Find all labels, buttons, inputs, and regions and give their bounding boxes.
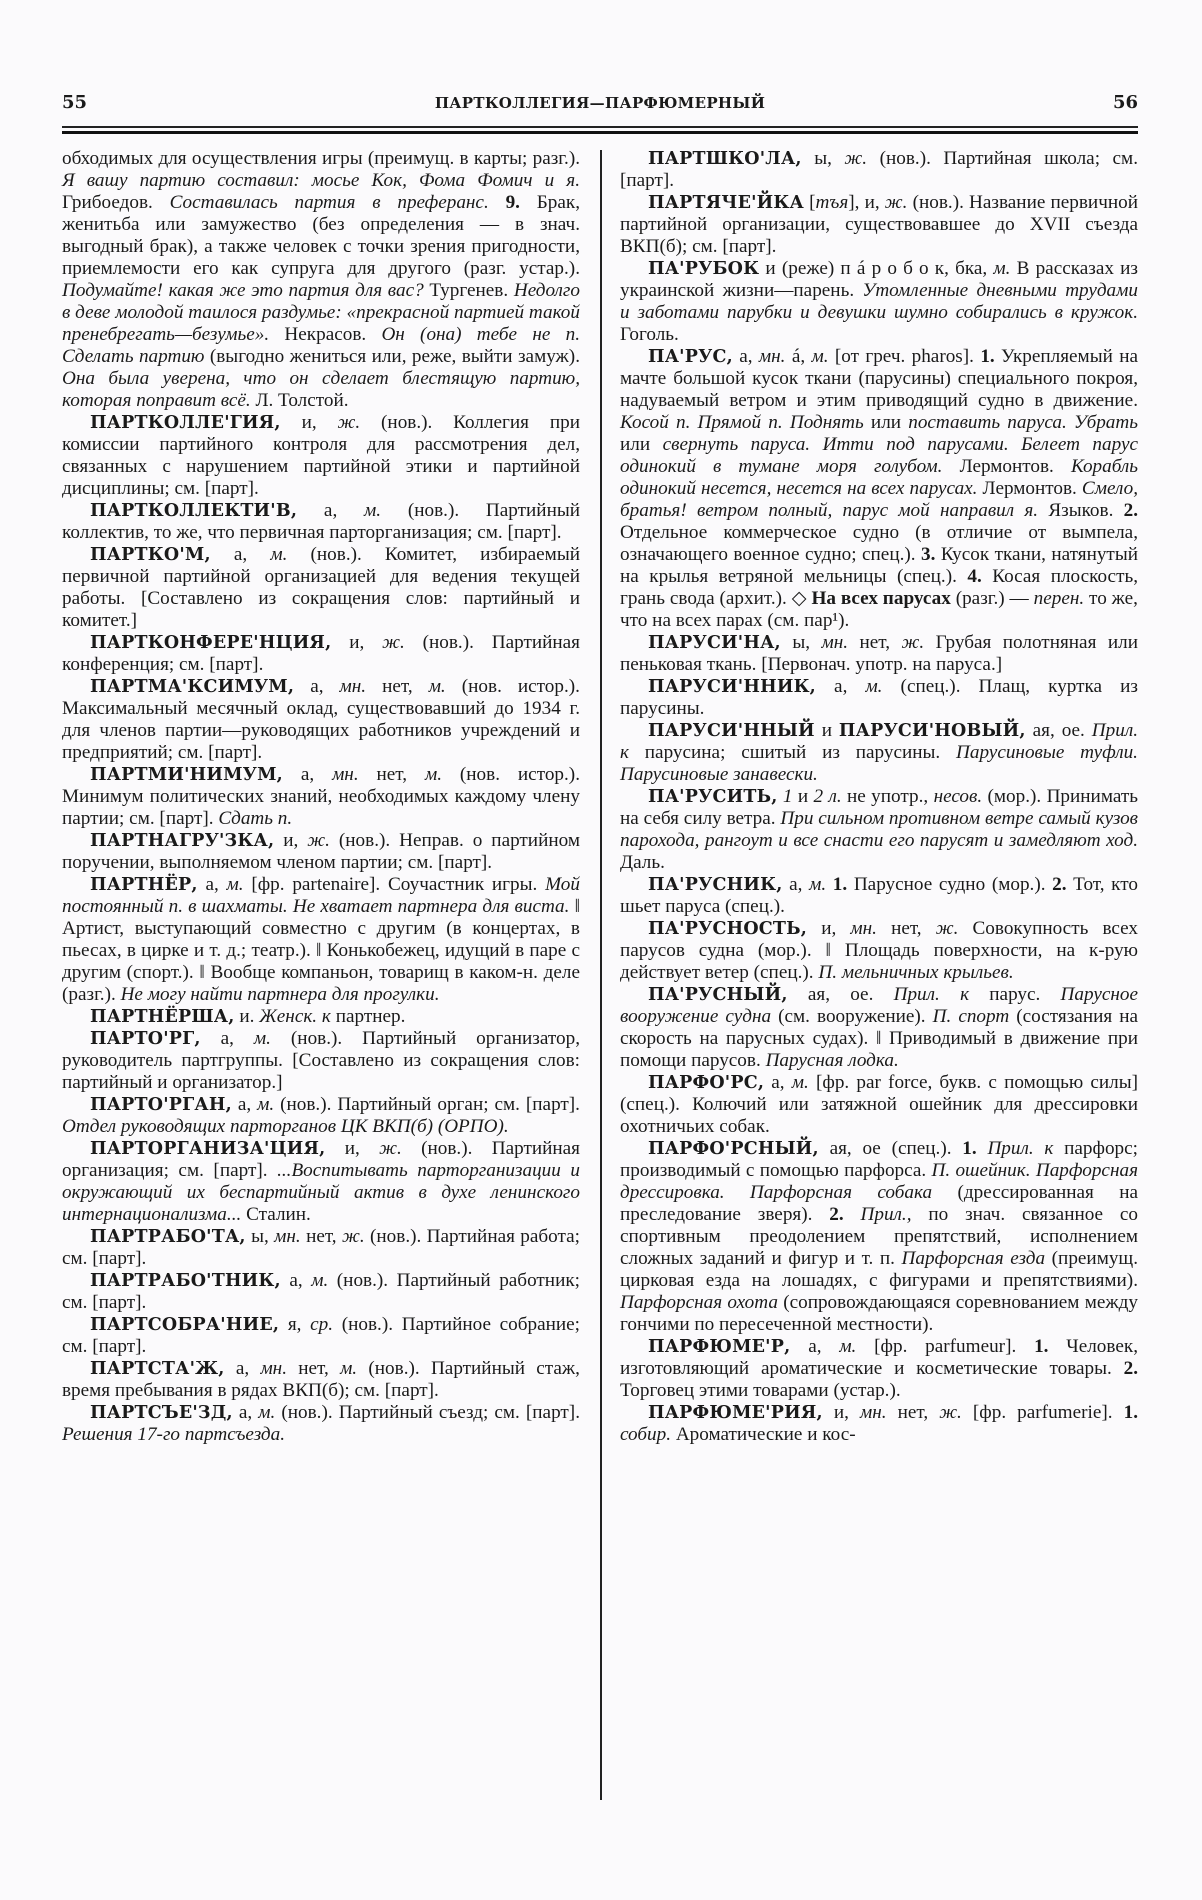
- entry-text: а,: [764, 1072, 792, 1093]
- entry-text: по знач. связанное со спортивным преодолением препятствий, исполнением сложных заданий и фигур и т. п.: [620, 1204, 1139, 1269]
- entry-bold-text: 2.: [1052, 874, 1067, 895]
- dictionary-entry: [620, 874, 1138, 918]
- entry-text: Гоголь.: [620, 324, 679, 345]
- entry-text: (нов.). Партийная организация; см. [парт].: [62, 1138, 580, 1181]
- entry-text: парус.: [969, 984, 1061, 1005]
- entry-italic-text: ж.: [884, 192, 908, 213]
- entry-text: Некрасов.: [269, 324, 382, 345]
- dictionary-entry: [62, 148, 580, 412]
- entry-text: (нов.). Комитет, избираемый первичной партийной организацией для ведения текущей работы. [Составлено из сокращения слов: партийный и комитет.]: [62, 544, 580, 631]
- entry-headword: ПАРФО'РСНЫЙ,: [648, 1139, 819, 1159]
- dictionary-entry: [62, 1270, 580, 1314]
- entry-italic-text: м.: [811, 346, 829, 367]
- entry-text: [фр. partenaire]. Соучастник игры.: [243, 874, 546, 895]
- entry-italic-text: Подумайте! какая же это партия для вас?: [62, 280, 424, 301]
- entry-text: (спец.). Плащ, куртка из парусины.: [620, 676, 1138, 719]
- entry-text: [489, 192, 506, 213]
- entry-headword: ПАРТРАБО'ТА,: [90, 1227, 246, 1247]
- entry-text: (сопровождающаяся соревнованием между гончими по пересеченной местности).: [620, 1292, 1138, 1335]
- entry-text: и: [792, 786, 814, 807]
- entry-italic-text: мн.: [274, 1226, 301, 1247]
- entry-text: нет,: [287, 1358, 341, 1379]
- entry-text: и (реже) п á р о б о к, бка,: [759, 258, 994, 279]
- entry-text: ], и,: [848, 192, 885, 213]
- entry-text: [844, 1204, 861, 1225]
- entry-italic-text: Корабль одинокий несется, несется на всех парусах.: [620, 456, 1138, 499]
- entry-italic-text: Смело, братья! ветром полный, парус мой направил я.: [620, 478, 1138, 521]
- entry-italic-text: мн.: [339, 676, 367, 697]
- entry-text: и,: [280, 412, 338, 433]
- entry-italic-text: мн.: [859, 1402, 887, 1423]
- entry-italic-text: Парусиновые туфли. Парусиновые занавески.: [620, 742, 1138, 785]
- entry-text: [: [803, 192, 816, 213]
- entry-text: и,: [331, 632, 383, 653]
- running-head: ПАРТКОЛЛЕГИЯ—ПАРФЮМЕРНЫЙ: [434, 94, 766, 112]
- entry-headword: ПАРТОРГАНИЗА'ЦИЯ,: [90, 1139, 326, 1159]
- entry-italic-text: м.: [428, 676, 446, 697]
- entry-text: (нов.). Партийный организатор, руководитель партгруппы. [Составлено из сокращения слов: партийный и организатор.]: [62, 1028, 580, 1093]
- entry-text: [826, 874, 833, 895]
- entry-text: и,: [807, 918, 851, 939]
- entry-italic-text: ...Воспитывать парторганизации и окружающий их беспартийный актив в духе ленинского интернационализма...: [62, 1160, 580, 1225]
- entry-text: (нов.). Партийный орган; см. [парт].: [274, 1094, 580, 1115]
- entry-text: нет,: [848, 632, 902, 653]
- entry-text: (нов.). Партийный стаж, время пребывания в рядах ВКП(б); см. [парт].: [62, 1358, 580, 1401]
- entry-text: Даль.: [620, 852, 665, 873]
- dictionary-entry: [620, 258, 1138, 346]
- entry-italic-text: ж.: [307, 830, 330, 851]
- entry-italic-text: Отдел руководящих парторганов ЦК ВКП(б) (ОРПО).: [62, 1116, 509, 1137]
- entry-text: [940, 984, 960, 1005]
- entry-text: ы,: [780, 632, 822, 653]
- dictionary-entry: [62, 1094, 580, 1138]
- entry-text: нет,: [886, 1402, 940, 1423]
- dictionary-entry: [620, 148, 1138, 192]
- entry-text: я,: [279, 1314, 311, 1335]
- entry-italic-text: к: [321, 1006, 331, 1027]
- entry-headword: ПАРТКОНФЕРЕ'НЦИЯ,: [90, 633, 332, 653]
- entry-text: а,: [210, 544, 271, 565]
- entry-italic-text: Сдать п.: [218, 808, 293, 829]
- entry-italic-text: Я вашу партию составил: мосье Кок, Фома Фомич и я.: [62, 170, 580, 191]
- entry-text: или: [863, 412, 909, 433]
- entry-italic-text: свернуть паруса. Итти под парусами. Белеет парус одинокий в тумане моря голубом.: [620, 434, 1138, 477]
- header-rule-thick: [62, 131, 1138, 134]
- entry-text: (нов.). Партийная школа; см. [парт].: [620, 148, 1138, 191]
- entry-text: Лермонтов.: [942, 456, 1071, 477]
- entry-text: Тургенев.: [423, 280, 514, 301]
- entry-italic-text: 1: [782, 786, 793, 807]
- dictionary-entry: [620, 676, 1138, 720]
- entry-text: обходимых для осуществления игры (преимущ. в карты; разг.).: [62, 148, 580, 169]
- entry-italic-text: м.: [257, 1094, 275, 1115]
- dictionary-entry: [620, 1138, 1138, 1336]
- entry-text: и.: [234, 1006, 260, 1027]
- entry-italic-text: П. спорт: [932, 1006, 1010, 1027]
- entry-italic-text: Прил. к: [987, 1138, 1054, 1159]
- dictionary-entry: [62, 632, 580, 676]
- entry-text: (состязания на скорость на парусных судах). ‖ Приводимый в движение при помощи парусов.: [620, 1006, 1139, 1071]
- entry-italic-text: м.: [791, 1072, 809, 1093]
- entry-text: а,: [732, 346, 759, 367]
- entry-text: а,: [232, 1402, 259, 1423]
- dictionary-entry: [62, 874, 580, 1006]
- entry-italic-text: При сильном противном ветре самый кузов парохода, рангоут и все снасти его парусят и замедляют ход.: [620, 808, 1138, 851]
- entry-italic-text: Прил.: [1091, 720, 1138, 741]
- entry-text: á,: [785, 346, 812, 367]
- left-column: [62, 148, 580, 1446]
- entry-headword: ПАРТНАГРУ'ЗКА,: [90, 831, 275, 851]
- entry-bold-text: 4.: [967, 566, 982, 587]
- entry-headword: ПАРТНЁРША,: [90, 1007, 235, 1027]
- dictionary-entry: [62, 1314, 580, 1358]
- entry-bold-text: 1.: [1123, 1402, 1138, 1423]
- entry-italic-text: Не могу найти партнера для прогулки.: [120, 984, 440, 1005]
- entry-italic-text: Парусное вооружение судна: [620, 984, 1138, 1027]
- entry-text: или: [620, 434, 663, 455]
- entry-headword: ПАРТМИ'НИМУМ,: [90, 765, 283, 785]
- entry-text: Языков.: [1038, 500, 1124, 521]
- entry-headword: ПАРТНЁР,: [90, 875, 198, 895]
- entry-headword: ПА'РУСНИК,: [648, 875, 783, 895]
- entry-italic-text: 2 л.: [813, 786, 842, 807]
- entry-text: Кусок ткани, натянутый на крылья ветряной мельницы (спец.).: [620, 544, 1138, 587]
- entry-italic-text: собир.: [620, 1424, 672, 1445]
- entry-bold-text: 1.: [962, 1138, 977, 1159]
- page-header: [62, 88, 1138, 118]
- entry-bold-text: На всех парусах: [811, 588, 951, 609]
- entry-text: партнер.: [330, 1006, 406, 1027]
- entry-text: нет,: [876, 918, 936, 939]
- entry-text: Грубая полотняная или пеньковая ткань. [Первонач. употр. на паруса.]: [620, 632, 1138, 675]
- entry-text: Отдельное коммерческое судно (в отличие от вымпела, означающего военное судно; спец.).: [620, 522, 1138, 565]
- entry-text: (выгодно жениться или, реже, выйти замуж).: [204, 346, 580, 367]
- entry-text: (дрессированная на преследование зверя).: [620, 1182, 1138, 1225]
- entry-headword: ПА'РУС,: [648, 347, 733, 367]
- entry-italic-text: к: [960, 984, 970, 1005]
- entry-italic-text: перен.: [1033, 588, 1085, 609]
- dictionary-entry: [620, 720, 1138, 786]
- entry-text: (преимущ. цирковая езда на лошадях, с фигурами и препятствиями).: [620, 1248, 1138, 1291]
- entry-italic-text: м.: [311, 1270, 329, 1291]
- entry-headword: ПА'РУБОК: [648, 259, 760, 279]
- entry-italic-text: несов.: [933, 786, 983, 807]
- entry-text: (нов.). Партийная конференция; см. [парт].: [62, 632, 580, 675]
- entry-headword: ПАРТКОЛЛЕ'ГИЯ,: [90, 413, 281, 433]
- entry-italic-text: ж.: [935, 918, 959, 939]
- entry-text: а,: [200, 1028, 254, 1049]
- dictionary-entry: [62, 1138, 580, 1226]
- entry-bold-text: 1.: [832, 874, 848, 895]
- entry-italic-text: м.: [809, 874, 827, 895]
- header-rule-thin: [62, 126, 1138, 128]
- entry-text: и: [814, 720, 839, 741]
- entry-italic-text: ж.: [379, 1138, 402, 1159]
- entry-text: (нов.). Партийный работник; см. [парт].: [62, 1270, 580, 1313]
- entry-text: (разг.) —: [950, 588, 1034, 609]
- entry-text: и,: [325, 1138, 380, 1159]
- dictionary-entry: [62, 676, 580, 764]
- entry-bold-text: 2.: [829, 1204, 844, 1225]
- dictionary-entry: [620, 786, 1138, 874]
- entry-text: (нов. истор.). Минимум политических знаний, необходимых каждому члену партии; см. [парт].: [62, 764, 580, 829]
- entry-bold-text: 3.: [921, 544, 936, 565]
- entry-text: Брак, женитьба или замужество (без определения — в знач. выгодный брак), а также человек с точки зрения пригодности, приемлемости его как супруга для другого (разг. устар.).: [62, 192, 581, 279]
- entry-italic-text: Косой п. Прямой п. Поднять: [620, 412, 864, 433]
- entry-italic-text: Он (она) тебе не п. Сделать партию: [62, 324, 580, 367]
- entry-italic-text: к: [620, 742, 629, 763]
- entry-text: (нов.). Название первичной партийной организации, существовавшее до XVII съезда ВКП(б); см. [парт].: [620, 192, 1138, 257]
- entry-text: ‖ Артист, выступающий совместно с другим (в концертах, в пьесах, в цирке и т. д.; театр.). ‖ Конькобежец, идущий в паре с другим (спорт.). ‖ Вообще компаньон, товарищ в каком-н. деле (разг.).: [62, 896, 580, 1005]
- dictionary-entry: [620, 632, 1138, 676]
- entry-italic-text: м.: [993, 258, 1011, 279]
- page-number-left: 55: [62, 92, 88, 113]
- entry-text: Тот, кто шьет паруса (спец.).: [620, 874, 1138, 917]
- entry-italic-text: Женск.: [259, 1006, 318, 1027]
- entry-headword: ПАРФЮМЕ'Р,: [648, 1337, 791, 1357]
- column-divider: [600, 150, 602, 1800]
- entry-italic-text: ж.: [341, 1226, 365, 1247]
- entry-italic-text: Парусная лодка.: [765, 1050, 899, 1071]
- entry-italic-text: м.: [839, 1336, 857, 1357]
- entry-headword: ПАРУСИ'ННЫЙ: [648, 721, 815, 741]
- entry-text: а,: [197, 874, 227, 895]
- entry-text: не употр.,: [841, 786, 934, 807]
- entry-text: Укрепляемый на мачте большой кусок ткани (парусины) специального покроя, надуваемый ветром и этим приводящий судно в движение.: [620, 346, 1138, 411]
- entry-italic-text: ж.: [337, 412, 361, 433]
- entry-italic-text: Мой постоянный п. в шахматы. Не хватает партнера для виста.: [62, 874, 580, 917]
- entry-text: ая, ое.: [1025, 720, 1092, 741]
- dictionary-entry: [62, 544, 580, 632]
- entry-text: а,: [280, 1270, 312, 1291]
- dictionary-entry: [620, 346, 1138, 632]
- entry-text: ы,: [801, 148, 845, 169]
- entry-headword: ПАРТШКО'ЛА,: [648, 149, 802, 169]
- entry-headword: ПАРУСИ'НОВЫЙ,: [838, 721, 1026, 741]
- entry-bold-text: 2.: [1123, 1358, 1138, 1379]
- entry-headword: ПАРТКОЛЛЕКТИ'В,: [90, 501, 298, 521]
- entry-headword: ПАРУСИ'ННИК,: [648, 677, 816, 697]
- right-column: [620, 148, 1138, 1446]
- entry-text: (нов.). Партийная работа; см. [парт].: [62, 1226, 580, 1269]
- dictionary-entry: [62, 830, 580, 874]
- entry-italic-text: Она была уверена, что он сделает блестящую партию, которая поправит всё.: [62, 368, 580, 411]
- entry-text: (нов. истор.). Максимальный месячный оклад, существовавший до 1934 г. для членов партии—руководящих работников учреждений и предприятий; см. [парт].: [62, 676, 580, 763]
- dictionary-entry: [62, 1402, 580, 1446]
- entry-italic-text: Составилась партия в преферанс.: [169, 192, 489, 213]
- entry-text: ая, ое.: [787, 984, 894, 1005]
- entry-text: (нов.). Партийный коллектив, то же, что первичная парторганизация; см. [парт].: [62, 500, 580, 543]
- entry-headword: ПАРТРАБО'ТНИК,: [90, 1271, 281, 1291]
- entry-text: нет,: [358, 764, 425, 785]
- dictionary-entry: [62, 1226, 580, 1270]
- entry-italic-text: м.: [258, 1402, 276, 1423]
- dictionary-entry: [620, 1072, 1138, 1138]
- entry-headword: ПАРТЯЧЕ'ЙКА: [648, 193, 804, 213]
- entry-italic-text: мн.: [850, 918, 877, 939]
- entry-text: а,: [297, 500, 365, 521]
- entry-italic-text: м.: [270, 544, 288, 565]
- entry-italic-text: м.: [364, 500, 382, 521]
- entry-text: [фр. parfumerie].: [961, 1402, 1124, 1423]
- entry-headword: ПА'РУСИТЬ,: [648, 787, 778, 807]
- page-number-right: 56: [1112, 92, 1138, 113]
- entry-text: Лермонтов.: [977, 478, 1082, 499]
- entry-text: Косая плоскость, грань свода (архит.). ◇: [620, 566, 1138, 609]
- entry-italic-text: Недолго в деве молодой таилося раздумье: «прекрасной партией такой пренебрегать—безумье».: [62, 280, 581, 345]
- entry-text: а,: [282, 764, 333, 785]
- entry-headword: ПАРТСОБРА'НИЕ,: [90, 1315, 280, 1335]
- entry-headword: ПА'РУСНЫЙ,: [648, 985, 788, 1005]
- entry-bold-text: 9.: [505, 192, 520, 213]
- entry-text: Л. Толстой.: [250, 390, 349, 411]
- entry-text: [977, 1138, 988, 1159]
- entry-italic-text: тъя: [815, 192, 849, 213]
- entry-italic-text: Парфорсная охота: [620, 1292, 778, 1313]
- entry-text: (нов.). Партийное собрание; см. [парт].: [62, 1314, 580, 1357]
- dictionary-entry: [62, 764, 580, 830]
- entry-text: (см. вооружение).: [771, 1006, 933, 1027]
- dictionary-entry: [62, 1006, 580, 1028]
- entry-bold-text: 1.: [980, 346, 995, 367]
- entry-headword: ПАРФЮМЕ'РИЯ,: [648, 1403, 823, 1423]
- dictionary-entry: [620, 984, 1138, 1072]
- entry-italic-text: поставить паруса. Убрать: [908, 412, 1138, 433]
- entry-italic-text: ср.: [310, 1314, 334, 1335]
- dictionary-entry: [62, 500, 580, 544]
- entry-text: ая, ое (спец.).: [818, 1138, 963, 1159]
- entry-headword: ПАРТСТА'Ж,: [90, 1359, 225, 1379]
- entry-text: парусина; сшитый из парусины.: [628, 742, 957, 763]
- dictionary-entry: [620, 192, 1138, 258]
- entry-italic-text: Парфорсная езда: [901, 1248, 1046, 1269]
- entry-italic-text: П. мельничных крыльев.: [818, 962, 1014, 983]
- entry-italic-text: Решения 17-го партсъезда.: [62, 1424, 286, 1445]
- dictionary-entry: [62, 1028, 580, 1094]
- entry-text: Грибоедов.: [62, 192, 170, 213]
- dictionary-entry: [620, 1402, 1138, 1446]
- dictionary-entry: [62, 1358, 580, 1402]
- entry-text: и,: [274, 830, 308, 851]
- entry-text: Совокупность всех парусов судна (мор.). ‖ Площадь поверхности, на к-рую действует ветер (спец.).: [620, 918, 1138, 983]
- entry-italic-text: Утомленные дневными трудами и заботами парубки и девушки шумно собирались в кружок.: [620, 280, 1138, 323]
- entry-italic-text: м.: [865, 676, 883, 697]
- entry-italic-text: мн.: [758, 346, 786, 367]
- entry-italic-text: ж.: [901, 632, 925, 653]
- entry-italic-text: м.: [253, 1028, 271, 1049]
- entry-italic-text: мн.: [332, 764, 359, 785]
- entry-headword: ПАРТО'РГАН,: [90, 1095, 232, 1115]
- entry-text: а,: [790, 1336, 840, 1357]
- entry-headword: ПАРУСИ'НА,: [648, 633, 781, 653]
- entry-text: нет,: [366, 676, 429, 697]
- entry-italic-text: Прил.,: [860, 1204, 912, 1225]
- entry-headword: ПАРТО'РГ,: [90, 1029, 201, 1049]
- entry-text: Сталин.: [241, 1204, 311, 1225]
- dictionary-entry: [620, 918, 1138, 984]
- entry-italic-text: Прил.: [893, 984, 940, 1005]
- entry-italic-text: м.: [340, 1358, 358, 1379]
- entry-text: (нов.). Партийный съезд; см. [парт].: [275, 1402, 580, 1423]
- entry-text: а,: [231, 1094, 258, 1115]
- entry-headword: ПАРТМА'КСИМУМ,: [90, 677, 295, 697]
- entry-text: а,: [294, 676, 340, 697]
- entry-text: Человек, изготовляющий ароматические и косметические товары.: [620, 1336, 1138, 1379]
- dictionary-entry: [620, 1336, 1138, 1402]
- entry-text: (нов.). Коллегия при комиссии партийного контроля для рассмотрения дел, связанных с нарушением партийной этики и партийной дисциплины; см. [парт].: [62, 412, 580, 499]
- entry-text: (нов.). Неправ. о партийном поручении, выполняемом членом партии; см. [парт].: [62, 830, 580, 873]
- entry-headword: ПА'РУСНОСТЬ,: [648, 919, 808, 939]
- entry-headword: ПАРТКО'М,: [90, 545, 211, 565]
- entry-italic-text: ж.: [844, 148, 868, 169]
- entry-text: Торговец этими товарами (устар.).: [620, 1380, 901, 1401]
- entry-headword: ПАРФО'РС,: [648, 1073, 765, 1093]
- entry-italic-text: ж.: [382, 632, 405, 653]
- entry-headword: ПАРТСЪЕ'ЗД,: [90, 1403, 233, 1423]
- entry-text: ы,: [245, 1226, 275, 1247]
- entry-text: [фр. par force, букв. с помощью силы] (спец.). Колючий или затяжной ошейник для дрессировки охотничьих собак.: [620, 1072, 1138, 1137]
- entry-text: а,: [782, 874, 810, 895]
- entry-text: а,: [224, 1358, 261, 1379]
- entry-text: нет,: [300, 1226, 342, 1247]
- entry-text: Парусное судно (мор.).: [847, 874, 1053, 895]
- entry-italic-text: мн.: [260, 1358, 287, 1379]
- entry-text: Ароматические и кос-: [671, 1424, 856, 1445]
- entry-italic-text: мн.: [821, 632, 849, 653]
- entry-bold-text: 2.: [1123, 500, 1138, 521]
- entry-text: В рассказах из украинской жизни—парень.: [620, 258, 1138, 301]
- entry-text: и,: [822, 1402, 860, 1423]
- entry-italic-text: м.: [226, 874, 244, 895]
- entry-italic-text: ж.: [939, 1402, 962, 1423]
- entry-italic-text: П. ошейник. Парфорсная дрессировка. Парфорсная собака: [620, 1160, 1138, 1203]
- entry-text: парфорс; производимый с помощью парфорса.: [620, 1138, 1138, 1181]
- dictionary-entry: [62, 412, 580, 500]
- entry-text: (мор.). Принимать на себя силу ветра.: [620, 786, 1138, 829]
- entry-text: то же, что на всех парах (см. пар¹).: [620, 588, 1138, 631]
- entry-text: а,: [815, 676, 866, 697]
- entry-italic-text: м.: [424, 764, 442, 785]
- entry-text: [фр. parfumeur].: [856, 1336, 1035, 1357]
- entry-text: [от греч. pharos].: [828, 346, 981, 367]
- entry-bold-text: 1.: [1034, 1336, 1049, 1357]
